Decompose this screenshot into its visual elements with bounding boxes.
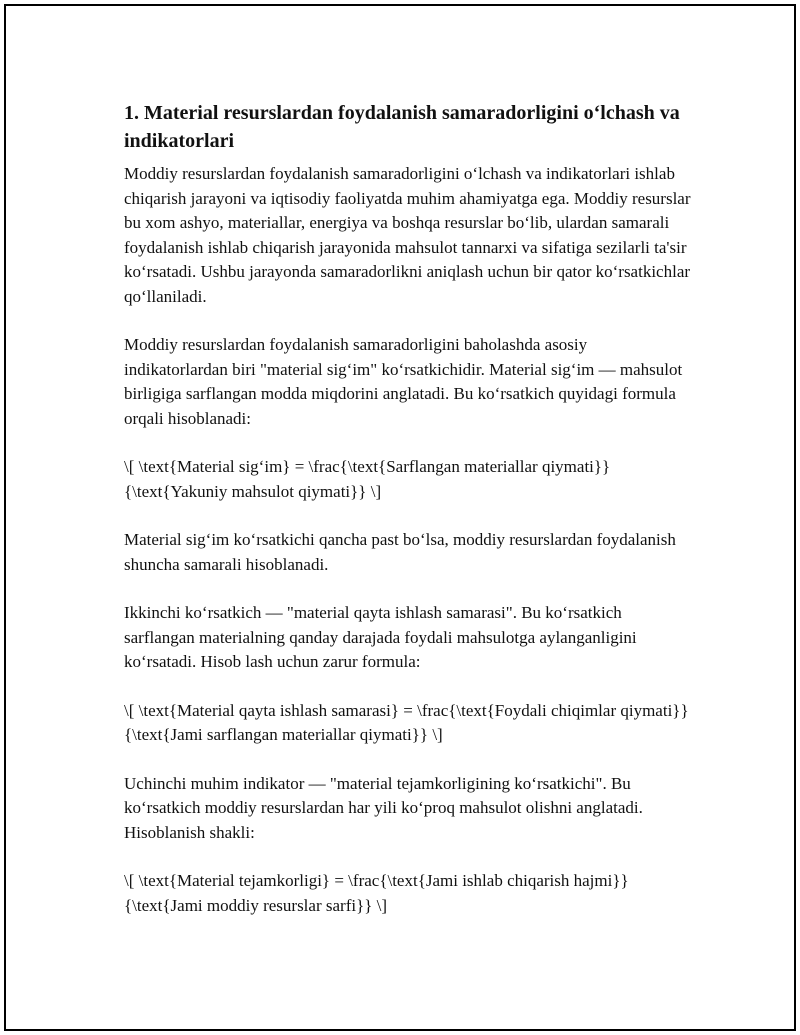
section-heading: 1. Material resurslardan foydalanish samaradorligini o‘lchash va indikatorlari xyxy=(124,102,680,152)
paragraph-intro: Moddiy resurslardan foydalanish samaradorligini o‘lchash va indikatorlari ishlab chiqarish jarayoni va iqtisodiy faoliyatda muhim ahamiyatga ega. Moddiy resurslar bu xom ashyo, materiallar, energiya va boshqa resurslar bo‘lib, ulardan samarali foydalanish ishlab chiqarish jarayonida mahsulot tannarxi va sifatiga sezilarli ta'sir ko‘rsatadi. Ushbu jarayonda samaradorlikni aniqlash uchun bir qator ko‘rsatkichlar qo‘llaniladi. xyxy=(124,164,691,306)
document-body xyxy=(124,99,694,942)
formula-processing-efficiency: \[ \text{Material qayta ishlash samarasi} = \frac{\text{Foydali chiqimlar qiymati}}{\text{Jami sarflangan materiallar qiymati}} \] xyxy=(124,700,689,744)
formula-material-intensity: \[ \text{Material sig‘im} = \frac{\text{Sarflangan materiallar qiymati}}{\text{Yakuniy mahsulot qiymati}} \] xyxy=(124,457,611,501)
paragraph-material-saving: Uchinchi muhim indikator — "material tejamkorligining ko‘rsatkichi". Bu ko‘rsatkich moddiy resurslardan har yili ko‘proq mahsulot olishni anglatadi. Hisoblanish shakli: xyxy=(124,773,643,842)
page-frame xyxy=(4,4,796,1031)
formula-material-saving: \[ \text{Material tejamkorligi} = \frac{\text{Jami ishlab chiqarish hajmi}}{\text{Jami moddiy resurslar sarfi}} \] xyxy=(124,871,629,915)
paragraph-material-intensity-note: Material sig‘im ko‘rsatkichi qancha past bo‘lsa, moddiy resurslardan foydalanish shuncha samarali hisoblanadi. xyxy=(124,530,676,574)
paragraph-material-intensity: Moddiy resurslardan foydalanish samaradorligini baholashda asosiy indikatorlardan biri "material sig‘im" ko‘rsatkichidir. Material sig‘im — mahsulot birligiga sarflangan modda miqdorini anglatadi. Bu ko‘rsatkich quyidagi formula orqali hisoblanadi: xyxy=(124,335,683,428)
paragraph-processing-efficiency: Ikkinchi ko‘rsatkich — "material qayta ishlash samarasi". Bu ko‘rsatkich sarflangan materialning qanday darajada foydali mahsulotga aylanganligini ko‘rsatadi. Hisob lash uchun zarur formula: xyxy=(124,603,637,671)
